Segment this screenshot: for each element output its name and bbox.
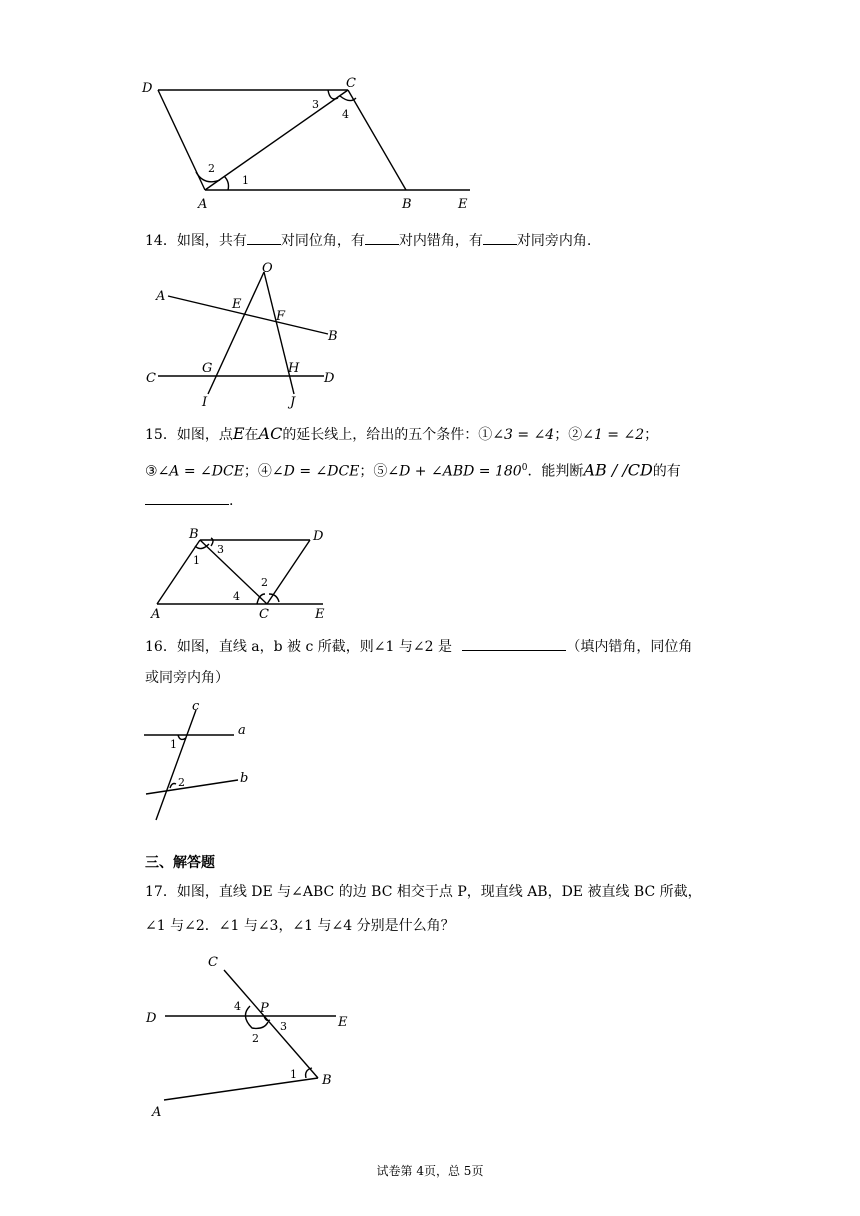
q14-prefix: 14．如图，共有 (145, 233, 247, 249)
fig14-label-A: A (156, 289, 166, 304)
fig17-angle-2: 2 (252, 1032, 259, 1045)
q16-tail: （填内错角，同位角 (566, 639, 693, 655)
fig15-label-A: A (151, 607, 161, 622)
q15-degree: 0 (521, 463, 528, 473)
figure-q14 (140, 262, 350, 412)
q15-period: . (229, 493, 234, 509)
fig16-angle-2: 2 (178, 776, 185, 789)
fig13-label-E: E (458, 197, 468, 212)
q15-blank[interactable] (145, 490, 229, 505)
fig16-angle-1: 1 (170, 738, 177, 751)
fig15-label-C: C (259, 607, 269, 622)
fig15-angle-2: 2 (261, 576, 268, 589)
section-title: 三、解答题 (145, 855, 215, 871)
fig15-label-B: B (189, 527, 199, 542)
figure-q16 (140, 698, 260, 826)
question-15-line-1 (145, 424, 658, 445)
q15-circle-3: ③ (145, 463, 158, 480)
fig14-label-O: O (262, 262, 273, 276)
figure-q17 (140, 950, 370, 1120)
q15-point-E: E (232, 424, 245, 443)
q14-mid2: 对内错角，有 (398, 233, 483, 249)
q15-condition-5: ∠D + ∠ABD = 180 (387, 463, 522, 480)
q15-sep-3: ；④ (243, 463, 272, 480)
fig16-label-c: c (192, 699, 200, 714)
q17-text-1: 17．如图，直线 DE 与∠ABC 的边 BC 相交于点 P，现直线 AB，DE 被直线 BC 所截， (145, 884, 702, 900)
question-16-line-2 (145, 668, 229, 688)
fig17-angle-3: 3 (280, 1020, 287, 1033)
q15-mid: 在 (244, 427, 259, 443)
fig14-label-C: C (146, 371, 156, 386)
q14-blank-1[interactable] (247, 230, 281, 245)
fig13-angle-3: 3 (312, 98, 319, 111)
fig17-label-P: P (260, 1001, 269, 1016)
fig14-label-H: H (288, 361, 300, 376)
fig14-label-G: G (202, 361, 213, 376)
q15-AC: AC (258, 424, 283, 443)
fig13-label-B: B (402, 197, 412, 212)
fig13-angle-1: 1 (242, 174, 249, 187)
fig13-angle-4: 4 (342, 108, 349, 121)
question-17-line-1 (145, 882, 702, 902)
q16-line-2-text: 或同旁内角） (145, 670, 229, 686)
fig17-label-B: B (322, 1073, 332, 1088)
fig14-label-D: D (324, 371, 335, 386)
fig14-label-E: E (232, 297, 242, 312)
fig15-angle-1: 1 (193, 554, 200, 567)
fig17-label-D: D (146, 1011, 157, 1026)
q15-end: 的有 (652, 463, 681, 480)
fig15-angle-3: 3 (217, 543, 224, 556)
fig17-label-A: A (152, 1105, 162, 1120)
fig13-label-A: A (198, 197, 208, 212)
fig13-label-D: D (142, 81, 153, 96)
q15-tail: ．能判断 (527, 463, 584, 480)
q15-sep-1: ；② (554, 427, 583, 443)
q15-condition-1: ∠3 = ∠4 (492, 427, 555, 443)
q17-text-2: ∠1 与∠2．∠1 与∠3，∠1 与∠4 分别是什么角？ (145, 918, 455, 934)
q15-sep-2: ； (644, 427, 659, 443)
question-15-line-2 (145, 458, 681, 482)
question-14 (145, 230, 591, 251)
fig17-angle-1: 1 (290, 1068, 297, 1081)
q15-text: 的延长线上，给出的五个条件：① (282, 427, 493, 443)
fig13-label-C: C (346, 76, 356, 91)
fig14-label-J: J (290, 395, 296, 410)
fig16-label-b: b (240, 771, 249, 786)
fig17-label-C: C (208, 955, 218, 970)
question-15-line-3 (145, 490, 233, 511)
q15-prefix: 15．如图，点 (145, 427, 233, 443)
fig15-angle-4: 4 (233, 590, 240, 603)
fig14-label-B: B (328, 329, 338, 344)
question-16-line-1 (145, 636, 692, 657)
fig15-label-E: E (315, 607, 325, 622)
fig17-label-E: E (338, 1015, 348, 1030)
question-17-line-2 (145, 916, 455, 936)
fig16-label-a: a (238, 723, 246, 738)
fig13-angle-2: 2 (208, 162, 215, 175)
q15-sep-4: ；⑤ (359, 463, 388, 480)
q14-suffix: 对同旁内角. (516, 233, 592, 249)
page-footer: 试卷第 4页，总 5页 (376, 1164, 484, 1178)
fig17-angle-4: 4 (234, 1000, 241, 1013)
q15-condition-2: ∠1 = ∠2 (582, 427, 645, 443)
q16-text: 16．如图，直线 a，b 被 c 所截，则∠1 与∠2 是 (145, 639, 452, 655)
fig15-label-D: D (313, 529, 324, 544)
figure-q13 (140, 72, 480, 212)
q15-condition-3: ∠A = ∠DCE (157, 463, 244, 480)
fig14-label-I: I (202, 395, 208, 410)
q16-blank[interactable] (462, 636, 566, 651)
q15-condition-4: ∠D = ∠DCE (271, 463, 360, 480)
fig14-label-F: F (276, 309, 286, 324)
q14-mid1: 对同位角，有 (280, 233, 365, 249)
q14-blank-3[interactable] (483, 230, 517, 245)
q15-parallel: AB / /CD (583, 460, 653, 480)
figure-q15 (145, 522, 345, 622)
q14-blank-2[interactable] (365, 230, 399, 245)
